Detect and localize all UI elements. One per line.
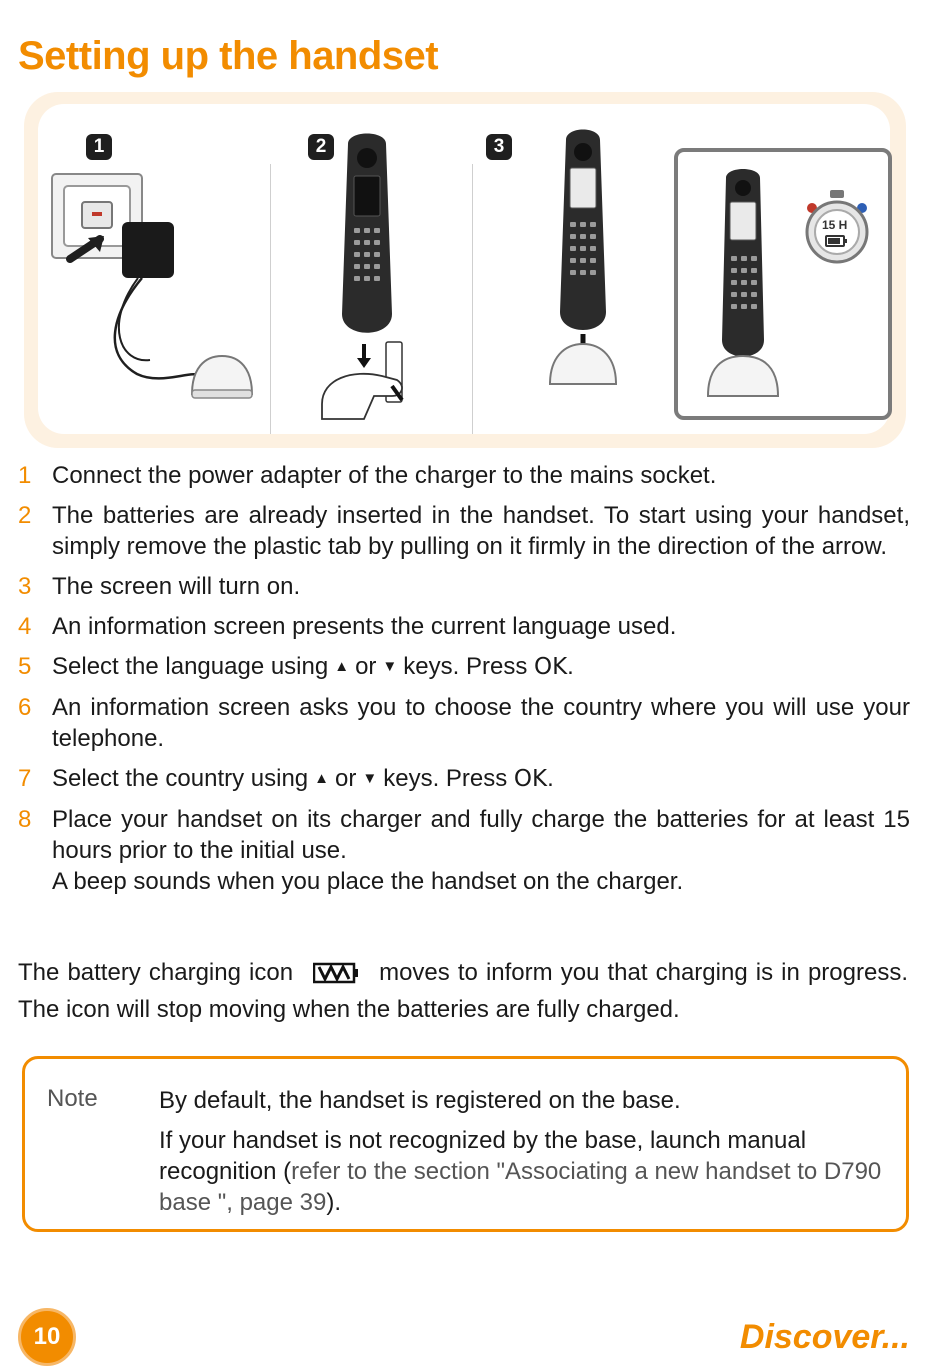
note-label: Note: [47, 1085, 98, 1112]
charging-panel: [674, 148, 892, 420]
step-end: .: [547, 765, 554, 792]
step-number: 4: [18, 613, 32, 640]
step-item: [18, 692, 910, 754]
step-item: [18, 500, 910, 562]
page-title: Setting up the handset: [18, 34, 439, 78]
step-text-b: keys. Press: [403, 653, 528, 680]
ok-key-label: OK: [533, 654, 568, 680]
note-text-before: If your handset is not recognized by the base, launch manual recognition (: [159, 1127, 807, 1185]
step-text: An information screen asks you to choose the country where you will use your telephone.: [52, 694, 910, 752]
section-reference-link[interactable]: refer to the section "Associating a new handset to D790 base ", page 39: [159, 1158, 882, 1216]
arrow-up-icon: ▲: [334, 658, 350, 675]
step-badge-1: 1: [86, 134, 112, 160]
step-text: Connect the power adapter of the charger to the mains socket.: [52, 462, 717, 489]
charging-paragraph: [18, 954, 908, 1028]
note-paragraph-1: By default, the handset is registered on the base.: [159, 1087, 681, 1114]
timer-label: 15 H: [822, 218, 848, 232]
note-box: [22, 1056, 909, 1232]
step-number: 1: [18, 462, 32, 489]
step-extra-text: A beep sounds when you place the handset on the charger.: [52, 868, 684, 895]
step-number: 7: [18, 765, 32, 792]
step-text-b: keys. Press: [383, 765, 508, 792]
arrow-up-icon: ▲: [314, 770, 330, 787]
illustration-inner: [38, 104, 890, 434]
step-item: [18, 804, 910, 897]
step-number: 2: [18, 502, 32, 529]
step-item: [18, 763, 910, 795]
step-number: 6: [18, 694, 32, 721]
ok-key-label: OK: [513, 766, 548, 792]
step-number: 5: [18, 653, 32, 680]
step-number: 3: [18, 573, 32, 600]
note-text-after: ).: [326, 1189, 341, 1216]
step-end: .: [567, 653, 574, 680]
step-text: [52, 804, 910, 897]
setup-steps-list: [18, 460, 910, 906]
step-number: 8: [18, 806, 32, 833]
setup-illustration: [24, 92, 906, 448]
step-item: [18, 611, 910, 642]
battery-charging-icon: [313, 962, 359, 984]
step-text: The batteries are already inserted in the handset. To start using your handset, simply remove the plastic tab by pulling on it firmly in the direction of the arrow.: [52, 502, 910, 560]
note-paragraph-2: [159, 1125, 889, 1218]
step-text: [52, 763, 910, 795]
power-adapter-illustration: [42, 164, 262, 404]
step-or: or: [335, 765, 357, 792]
handset-tab-illustration: [302, 124, 452, 424]
arrow-down-icon: ▼: [362, 770, 378, 787]
step-text: An information screen presents the current language used.: [52, 613, 677, 640]
step-text-a: Select the country using: [52, 765, 309, 792]
page-number-badge: [18, 1308, 76, 1366]
page-number: 10: [33, 1323, 61, 1350]
step-item: [18, 571, 910, 602]
step-or: or: [355, 653, 377, 680]
step-text-a: Select the language using: [52, 653, 329, 680]
arrow-down-icon: ▼: [382, 658, 398, 675]
footer-section-label: Discover...: [739, 1318, 910, 1356]
charging-text-after: moves to inform you that charging is in progress. The icon will stop moving when the batteries are fully charged.: [18, 959, 908, 1023]
handset-charging-illustration: [702, 164, 792, 404]
handset-on-charger-illustration: [538, 122, 638, 402]
note-body: [159, 1085, 889, 1227]
step-text-main: Place your handset on its charger and fully charge the batteries for at least 15 hours prior to the initial use.: [52, 806, 910, 864]
step-item: [18, 651, 910, 683]
step-badge-2: 2: [308, 134, 334, 160]
step-text: [52, 651, 910, 683]
separator-2: [472, 164, 473, 434]
step-item: [18, 460, 910, 491]
step-badge-3: 3: [486, 134, 512, 160]
charging-text-before: The battery charging icon: [18, 959, 294, 986]
separator-1: [270, 164, 271, 434]
step-text: The screen will turn on.: [52, 573, 301, 600]
